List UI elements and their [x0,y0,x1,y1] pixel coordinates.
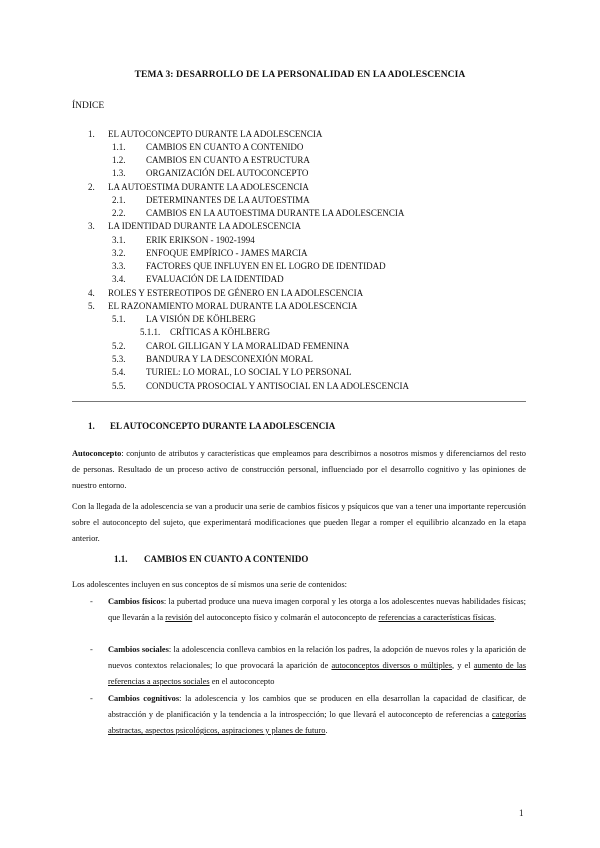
toc-item-label: ENFOQUE EMPÍRICO - JAMES MARCIA [146,248,308,258]
bullet-text: . [325,726,328,735]
bullet-text: : la adolescencia conlleva cambios en la relación los padres, la adopción de nuevos roles y la aparición de nuevos contextos relacionales; lo que provocará la aparición de [108,645,526,670]
toc-item-label: CONDUCTA PROSOCIAL Y ANTISOCIAL EN LA ADOLESCENCIA [146,381,409,391]
toc-item-number: 5.4. [112,367,126,377]
bullet-text: , y el [452,661,474,670]
toc-item-label: CAROL GILLIGAN Y LA MORALIDAD FEMENINA [146,341,350,351]
toc-item-number: 3. [88,221,95,231]
toc-item-label: ORGANIZACIÓN DEL AUTOCONCEPTO [146,168,309,178]
toc-item-number: 3.1. [112,235,126,245]
autoconcepto-term: Autoconcepto [72,449,122,458]
toc-item-number: 2. [88,182,95,192]
toc-item-number: 3.3. [112,261,126,271]
toc-item-label: CRÍTICAS A KÖHLBERG [170,327,271,337]
toc-item-label: LA IDENTIDAD DURANTE LA ADOLESCENCIA [108,221,301,231]
underlined-term: autoconceptos diversos o múltiples [331,661,453,670]
toc-item-number: 1. [88,129,95,139]
bullet-text: en el autoconcepto [209,677,275,686]
adolescence-changes-paragraph: Con la llegada de la adolescencia se van a producir una serie de cambios físicos y psíquicos que van a tener una importante repercusión sobre el autoconcepto del sujeto, que experimentará modificaciones que pueden llegar a romper el equilibrio alcanzado en la etapa anterior. [72,502,526,543]
bullet-body [108,642,526,690]
bullet-dash: - [90,597,93,606]
underlined-term: referencias a características físicas [378,613,495,622]
bullet-text: : la pubertad produce una nueva imagen corporal y les otorga a los adolescentes nuevas habilidades físicas; que llevarán a la [108,597,527,622]
toc-item-number: 5.3. [112,354,126,364]
section-1-number: 1. [88,421,95,431]
bullet-text: . [494,613,497,622]
toc-item-label: CAMBIOS EN CUANTO A ESTRUCTURA [146,155,310,165]
section-1-title: EL AUTOCONCEPTO DURANTE LA ADOLESCENCIA [110,421,336,431]
toc-item-number: 1.1. [112,142,126,152]
toc-item-label: CAMBIOS EN CUANTO A CONTENIDO [146,142,304,152]
underlined-term: categorías abstractas, aspectos psicológicos, aspiraciones y planes de futuro [108,710,526,735]
toc-item-number: 3.4. [112,274,126,284]
section-divider [72,401,526,402]
toc-item-label: ERIK ERIKSON - 1902-1994 [146,235,255,245]
toc-item-label: FACTORES QUE INFLUYEN EN EL LOGRO DE IDENTIDAD [146,261,386,271]
bullet-body [108,691,526,739]
toc-item-number: 5.1.1. [140,327,161,337]
toc-item-label: EVALUACIÓN DE LA IDENTIDAD [146,274,284,284]
toc-item-label: EL AUTOCONCEPTO DURANTE LA ADOLESCENCIA [108,129,323,139]
toc-item-number: 3.2. [112,248,126,258]
toc-item-number: 1.3. [112,168,126,178]
toc-item-label: CAMBIOS EN LA AUTOESTIMA DURANTE LA ADOLESCENCIA [146,208,405,218]
toc-item-number: 1.2. [112,155,126,165]
bullet-term: Cambios cognitivos [108,694,180,703]
toc-item-number: 5.1. [112,314,126,324]
section-1-1-number: 1.1. [114,554,128,564]
toc-item-label: LA VISIÓN DE KÖHLBERG [146,314,256,324]
toc-item-number: 2.2. [112,208,126,218]
toc-item-number: 5. [88,301,95,311]
section-1-1-title: CAMBIOS EN CUANTO A CONTENIDO [144,554,309,564]
toc-item-number: 5.2. [112,341,126,351]
toc-item-label: DETERMINANTES DE LA AUTOESTIMA [146,195,310,205]
index-label: ÍNDICE [72,101,105,111]
toc-item-label: BANDURA Y LA DESCONEXIÓN MORAL [146,354,313,364]
toc-item-label: LA AUTOESTIMA DURANTE LA ADOLESCENCIA [108,182,309,192]
bullet-term: Cambios sociales [108,645,169,654]
underlined-term: revisión [165,613,193,622]
autoconcepto-definition [72,446,526,494]
bullet-term: Cambios físicos [108,597,164,606]
bullet-text: del autoconcepto físico y colmarán el autoconcepto de [192,613,379,622]
bullet-body [108,594,526,626]
page-number: 1 [519,808,524,818]
toc-item-label: TURIEL: LO MORAL, LO SOCIAL Y LO PERSONAL [146,367,352,377]
bullet-dash: - [90,694,93,703]
toc-item-label: ROLES Y ESTEREOTIPOS DE GÉNERO EN LA ADOLESCENCIA [108,288,364,298]
autoconcepto-text: : conjunto de atributos y características que empleamos para describirnos a nosotros mismos y diferenciarnos del resto de personas. Resultado de un proceso activo de construcción personal, influenciado por el desarrollo cognitivo y las opiniones de nuestro entorno. [72,449,526,490]
document-title: TEMA 3: DESARROLLO DE LA PERSONALIDAD EN LA ADOLESCENCIA [134,70,466,80]
toc-item-number: 5.5. [112,381,126,391]
bullet-dash: - [90,645,93,654]
underlined-term: aumento de las referencias a aspectos sociales [108,661,527,686]
toc-item-number: 4. [88,288,95,298]
contents-intro: Los adolescentes incluyen en sus conceptos de sí mismos una serie de contenidos: [72,580,347,589]
toc-item-label: EL RAZONAMIENTO MORAL DURANTE LA ADOLESCENCIA [108,301,358,311]
bullet-text: : la adolescencia y los cambios que se producen en ella desarrollan la capacidad de clasificar, de abstracción y de planificación y la tendencia a la introspección; lo que llevará el autoconcepto de referencias a [108,694,526,719]
toc-item-number: 2.1. [112,195,126,205]
